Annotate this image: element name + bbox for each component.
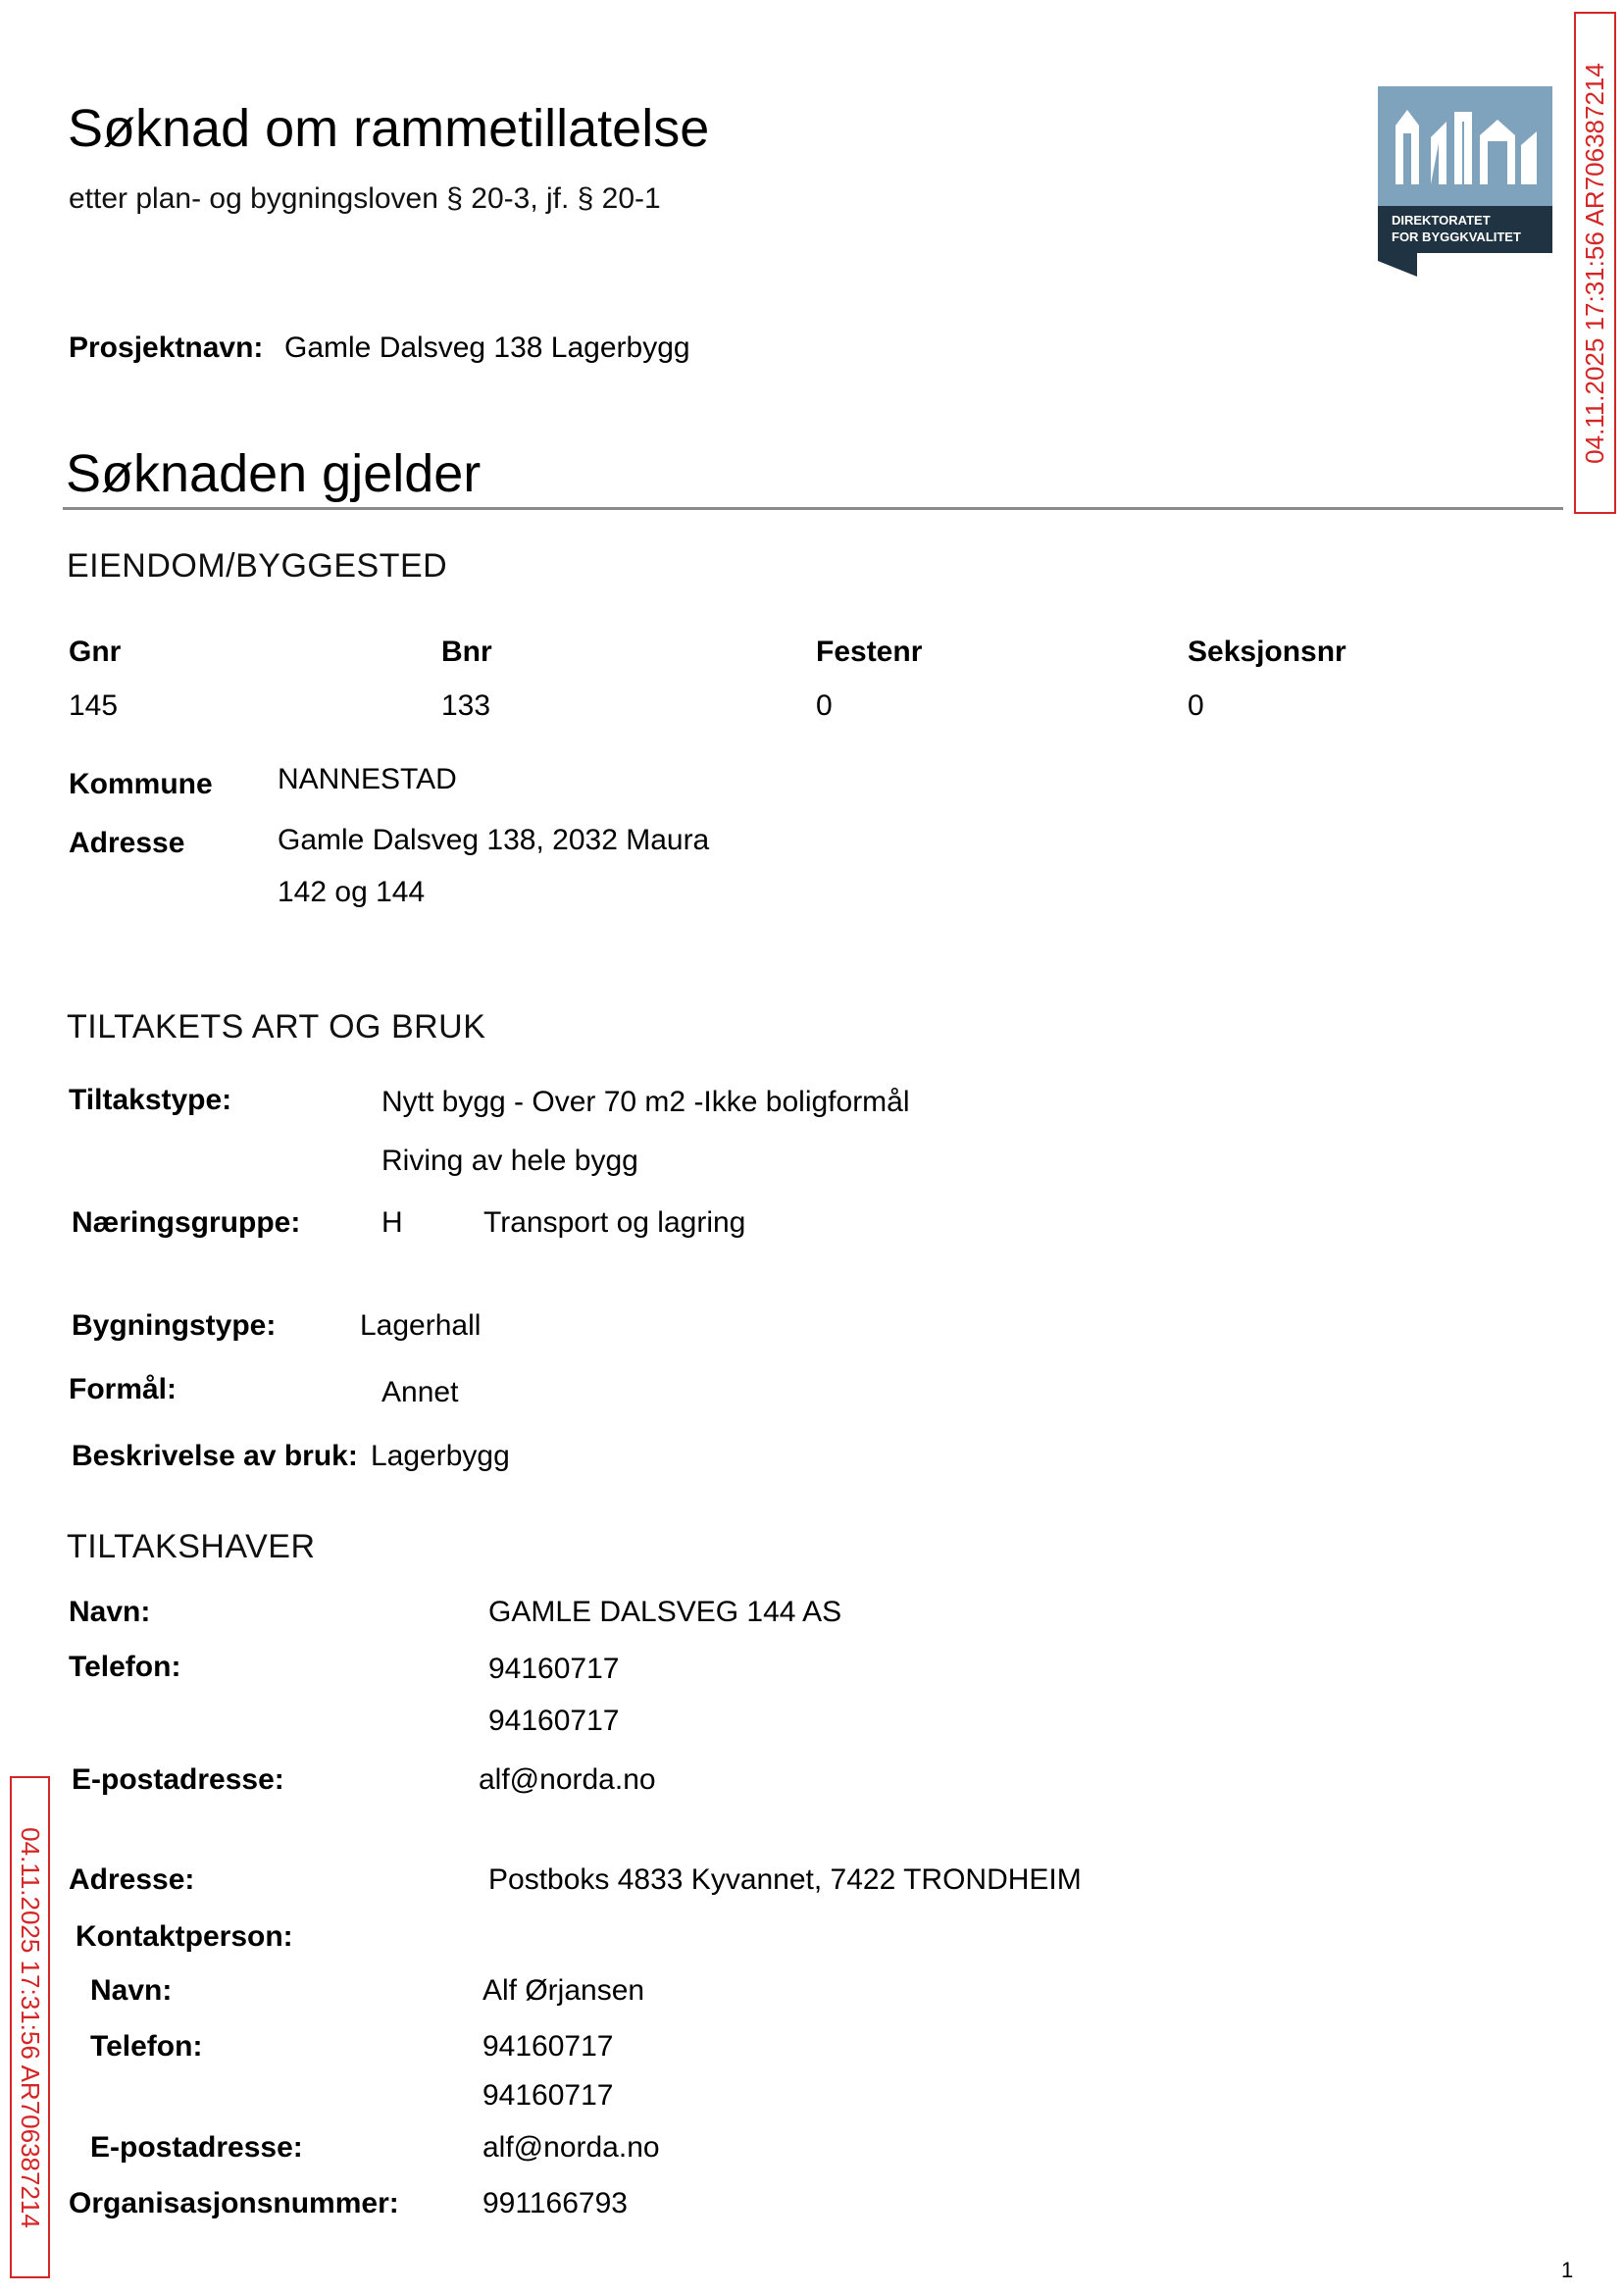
naeringsgruppe-label: Næringsgruppe: (72, 1206, 301, 1239)
kontakt-epost-value: alf@norda.no (482, 2131, 660, 2164)
gnr-label: Gnr (69, 636, 122, 668)
navn-label: Navn: (69, 1596, 151, 1628)
logo-text-line2: FOR BYGGKVALITET (1392, 229, 1521, 244)
bnr-value: 133 (441, 689, 491, 722)
kontakt-telefon-value-1: 94160717 (482, 2030, 614, 2063)
beskrivelse-value: Lagerbygg (371, 1440, 510, 1472)
project-name-value: Gamle Dalsveg 138 Lagerbygg (284, 331, 690, 364)
bygningstype-value: Lagerhall (360, 1309, 482, 1342)
bygningstype-label: Bygningstype: (72, 1309, 277, 1342)
tiltakshaver-adresse-label: Adresse: (69, 1863, 195, 1896)
naeringsgruppe-value: Transport og lagring (483, 1206, 746, 1239)
tiltakstype-value-1: Nytt bygg - Over 70 m2 -Ikke boligformål (381, 1086, 910, 1118)
tiltakshaver-heading: TILTAKSHAVER (67, 1528, 316, 1565)
organisasjonsnummer-label: Organisasjonsnummer: (69, 2187, 399, 2219)
telefon-value-2: 94160717 (488, 1705, 620, 1737)
kontakt-telefon-value-2: 94160717 (482, 2079, 614, 2112)
seksjonsnr-value: 0 (1188, 689, 1204, 722)
page-subtitle: etter plan- og bygningsloven § 20-3, jf. § 20-1 (69, 182, 661, 215)
logo-text-line1: DIREKTORATET (1392, 213, 1491, 228)
kommune-value: NANNESTAD (278, 763, 457, 795)
tiltakstype-label: Tiltakstype: (69, 1084, 232, 1116)
dibk-logo (1378, 86, 1552, 277)
festenr-value: 0 (816, 689, 833, 722)
kontakt-navn-value: Alf Ørjansen (482, 1974, 645, 2007)
kontaktperson-label: Kontaktperson: (76, 1920, 293, 1953)
telefon-value-1: 94160717 (488, 1653, 620, 1685)
festenr-label: Festenr (816, 636, 923, 668)
adresse-label: Adresse (69, 827, 185, 859)
kommune-label: Kommune (69, 768, 213, 800)
gnr-value: 145 (69, 689, 119, 722)
seksjonsnr-label: Seksjonsnr (1188, 636, 1346, 668)
stamp-text: 04.11.2025 17:31:56 AR706387214 (16, 1826, 45, 2228)
tiltakshaver-adresse-value: Postboks 4833 Kyvannet, 7422 TRONDHEIM (488, 1863, 1082, 1896)
bnr-label: Bnr (441, 636, 492, 668)
adresse-line1: Gamle Dalsveg 138, 2032 Maura (278, 824, 710, 856)
kontakt-navn-label: Navn: (90, 1974, 173, 2007)
timestamp-stamp-top (1574, 12, 1616, 514)
epost-label: E-postadresse: (72, 1763, 284, 1796)
formal-value: Annet (381, 1376, 459, 1408)
property-heading: EIENDOM/BYGGESTED (67, 547, 448, 585)
epost-value: alf@norda.no (479, 1763, 656, 1796)
navn-value: GAMLE DALSVEG 144 AS (488, 1596, 842, 1628)
formal-label: Formål: (69, 1373, 178, 1405)
stamp-text: 04.11.2025 17:31:56 AR706387214 (1580, 62, 1609, 464)
adresse-line2: 142 og 144 (278, 876, 426, 908)
page-number: 1 (1561, 2258, 1574, 2282)
project-name-label: Prosjektnavn: (69, 331, 264, 364)
tiltakstype-value-2: Riving av hele bygg (381, 1145, 638, 1177)
naeringsgruppe-code: H (381, 1206, 403, 1239)
beskrivelse-label: Beskrivelse av bruk: (72, 1440, 358, 1472)
kontakt-epost-label: E-postadresse: (90, 2131, 303, 2164)
organisasjonsnummer-value: 991166793 (482, 2187, 628, 2219)
telefon-label: Telefon: (69, 1651, 181, 1683)
page-title: Søknad om rammetillatelse (68, 99, 710, 158)
tiltak-heading: TILTAKETS ART OG BRUK (67, 1008, 486, 1045)
section-title: Søknaden gjelder (66, 444, 482, 503)
kontakt-telefon-label: Telefon: (90, 2030, 203, 2063)
timestamp-stamp-bottom (10, 1776, 50, 2278)
section-divider (63, 507, 1563, 510)
